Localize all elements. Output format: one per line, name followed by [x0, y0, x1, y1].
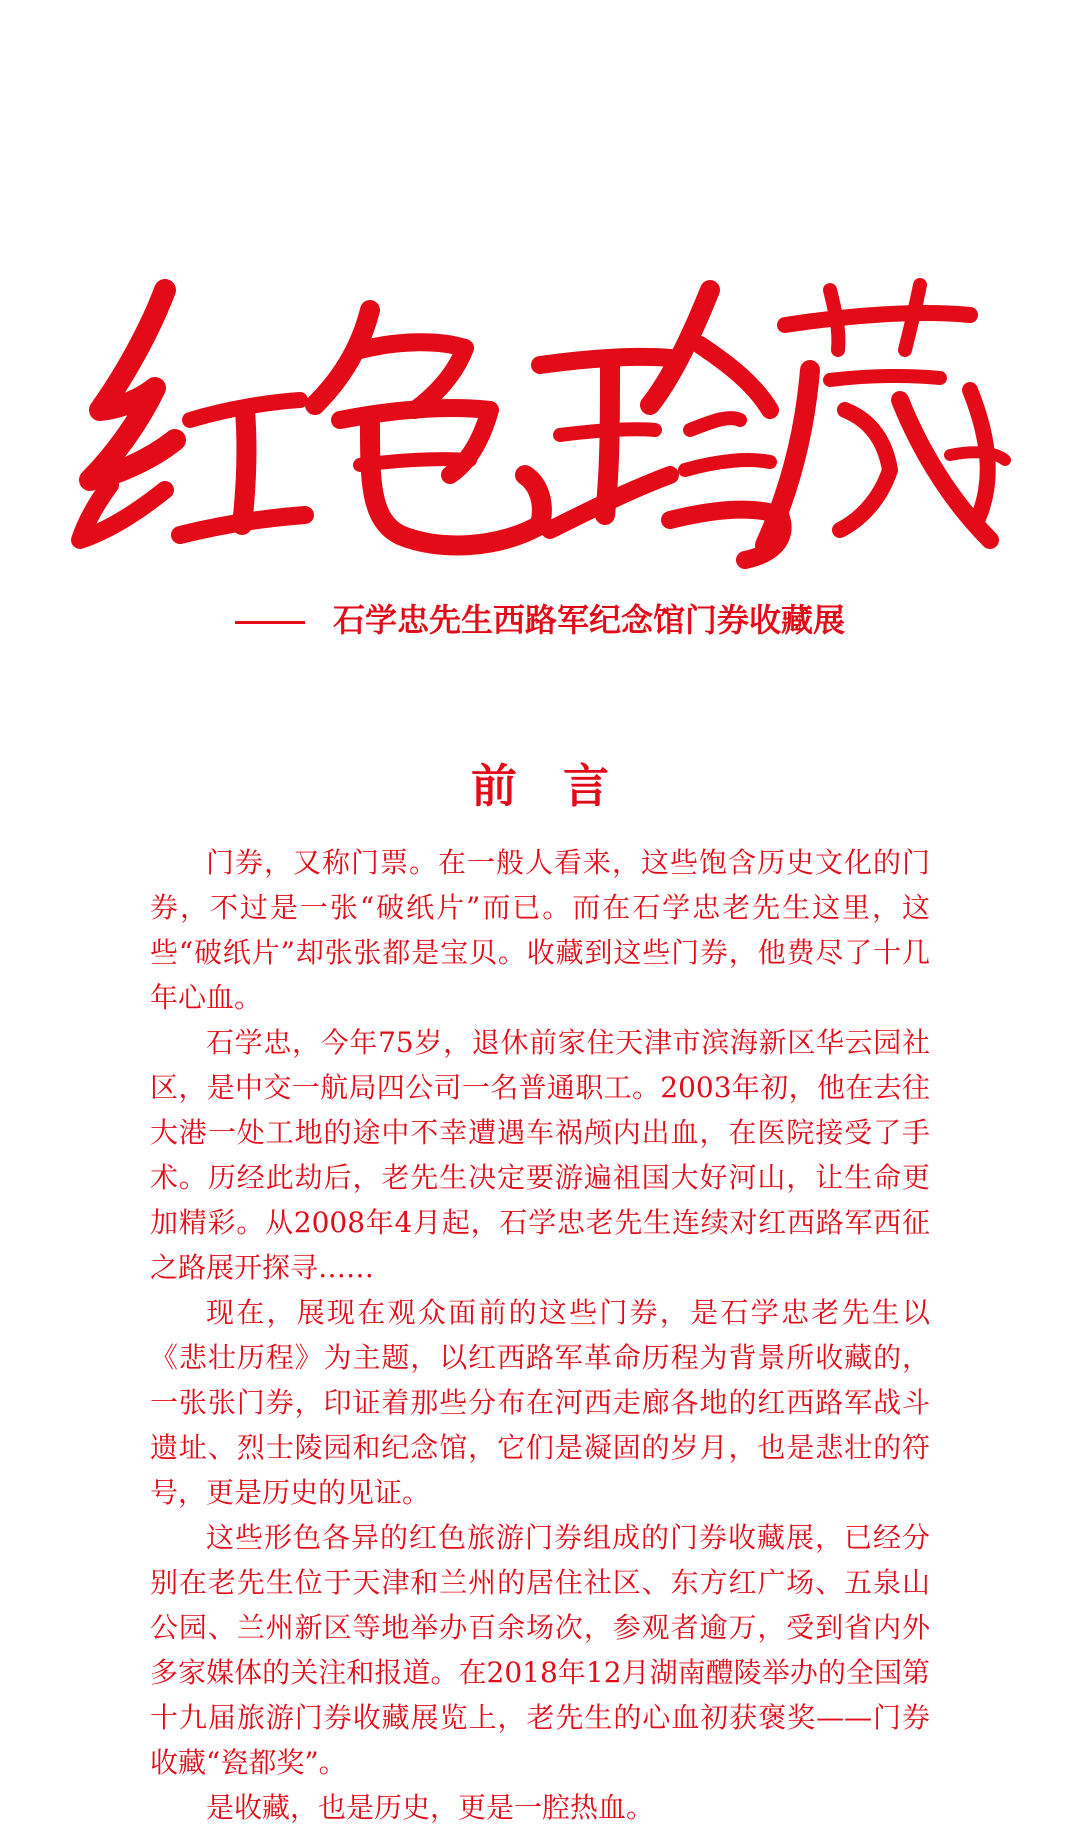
calligraphy-char-hong	[80, 290, 305, 540]
preface-paragraph: 门券，又称门票。在一般人看来，这些饱含历史文化的门券，不过是一张“破纸片”而已。而在石学忠老先生这里，这些“破纸片”却张张都是宝贝。收藏到这些门券，他费尽了十几年心血。	[150, 846, 930, 1014]
preface-paragraph: 现在，展现在观众面前的这些门券，是石学忠老先生以《悲壮历程》为主题，以红西路军革命历程为背景所收藏的，一张张门券，印证着那些分布在河西走廊各地的红西路军战斗遗址、烈士陵园和纪念馆，它们是凝固的岁月，也是悲壮的符号，更是历史的见证。	[150, 1296, 930, 1509]
preface-paragraph: 是收藏，也是历史，更是一腔热血。	[206, 1791, 655, 1824]
exhibition-subtitle	[0, 600, 1080, 640]
preface-paragraph: 这些形色各异的红色旅游门券组成的门券收藏展，已经分别在老先生位于天津和兰州的居住社区、东方红广场、五泉山公园、兰州新区等地举办百余场次，参观者逾万，受到省内外多家媒体的关注和报道。在2018年12月湖南醴陵举办的全国第十九届旅游门券收藏展览上，老先生的心血初获褒奖——门券收藏“瓷都奖”。	[150, 1521, 930, 1779]
preface-paragraph: 石学忠，今年75岁，退休前家住天津市滨海新区华云园社区，是中交一航局四公司一名普通职工。2003年初，他在去往大港一处工地的途中不幸遭遇车祸颅内出血，在医院接受了手术。历经此劫后，老先生决定要游遍祖国大好河山，让生命更加精彩。从2008年4月起，石学忠老先生连续对红西路军西征之路展开探寻……	[150, 1026, 930, 1284]
calligraphy-char-cang	[765, 285, 1005, 545]
subtitle-dash-divider	[235, 621, 305, 624]
calligraphy-char-se	[315, 310, 542, 545]
preface-body	[150, 840, 930, 1830]
preface-heading: 前言	[471, 759, 655, 813]
calligraphy-title-logo	[70, 270, 1020, 590]
subtitle-text: 石学忠先生西路军纪念馆门券收藏展	[332, 601, 845, 639]
calligraphy-char-zhen	[540, 290, 783, 560]
